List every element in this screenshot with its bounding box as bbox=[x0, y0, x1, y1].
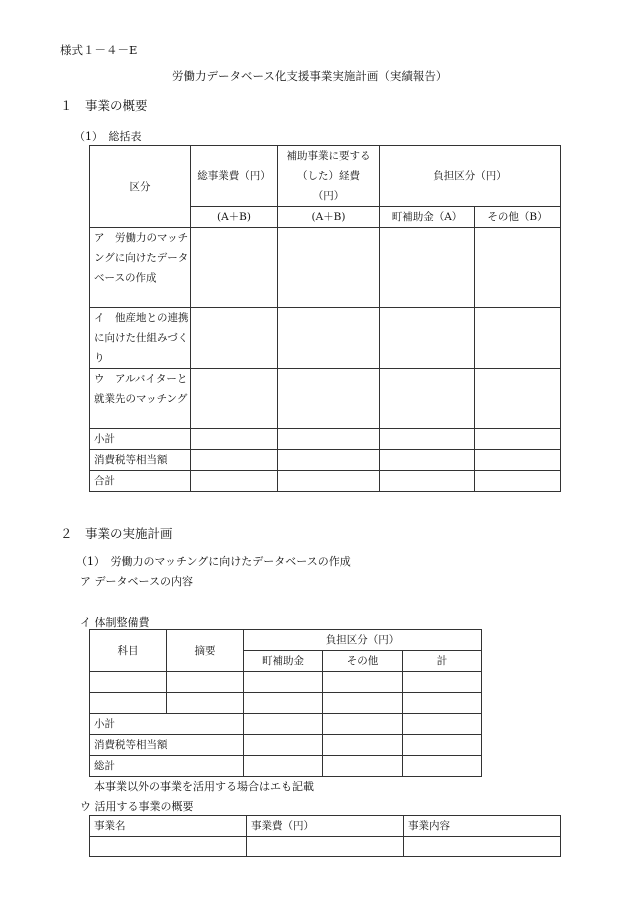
note-text: 本事業以外の事業を活用する場合はエも記載 bbox=[94, 780, 314, 793]
cell-input[interactable] bbox=[278, 471, 380, 492]
cell-input[interactable] bbox=[475, 228, 561, 308]
cell-input[interactable] bbox=[244, 735, 323, 756]
cell-input[interactable] bbox=[278, 429, 380, 450]
cell-input[interactable] bbox=[380, 228, 475, 308]
row-label: 小計 bbox=[90, 429, 191, 450]
cell-input[interactable] bbox=[278, 369, 380, 429]
subheader-total: (A＋B) bbox=[191, 207, 278, 228]
cell-input[interactable] bbox=[90, 693, 167, 714]
header-total: 総事業費（円） bbox=[191, 146, 278, 207]
cell-input[interactable] bbox=[191, 450, 278, 471]
cell-input[interactable] bbox=[278, 308, 380, 369]
cell-input[interactable] bbox=[90, 672, 167, 693]
cell-input[interactable] bbox=[403, 756, 482, 777]
cell-input[interactable] bbox=[244, 756, 323, 777]
section2-heading: ２ 事業の実施計画 bbox=[60, 526, 173, 541]
form-number: 様式１－４－E bbox=[60, 43, 138, 57]
cell-input[interactable] bbox=[475, 471, 561, 492]
cell-input[interactable] bbox=[244, 693, 323, 714]
item-i-label: イ 体制整備費 bbox=[80, 616, 150, 629]
cell-input[interactable] bbox=[191, 429, 278, 450]
row-label: ウ アルバイターと就業先のマッチング bbox=[90, 369, 191, 429]
cell-input[interactable] bbox=[191, 369, 278, 429]
cell-input[interactable] bbox=[191, 471, 278, 492]
cell-input[interactable] bbox=[90, 837, 247, 857]
cell-input[interactable] bbox=[403, 672, 482, 693]
row-label: イ 他産地との連携に向けた仕組みづくり bbox=[90, 308, 191, 369]
cell-input[interactable] bbox=[380, 308, 475, 369]
cell-input[interactable] bbox=[244, 714, 323, 735]
cell-input[interactable] bbox=[380, 429, 475, 450]
section1-heading: １ 事業の概要 bbox=[60, 98, 148, 113]
subheader-town: 町補助金 bbox=[244, 651, 323, 672]
summary-table bbox=[89, 145, 561, 492]
header-futan: 負担区分（円） bbox=[244, 630, 482, 651]
row-label: 合計 bbox=[90, 471, 191, 492]
header-subject: 科目 bbox=[90, 630, 167, 672]
header-kubun: 区分 bbox=[90, 146, 191, 228]
cell-input[interactable] bbox=[191, 308, 278, 369]
cell-input[interactable] bbox=[380, 471, 475, 492]
cell-input[interactable] bbox=[380, 369, 475, 429]
item-a-label: ア データベースの内容 bbox=[80, 575, 193, 588]
cell-input[interactable] bbox=[244, 672, 323, 693]
expense-table bbox=[89, 629, 482, 777]
cell-input[interactable] bbox=[247, 837, 404, 857]
subheader-other: その他 bbox=[323, 651, 403, 672]
cell-input[interactable] bbox=[380, 450, 475, 471]
cell-input[interactable] bbox=[191, 228, 278, 308]
cell-input[interactable] bbox=[475, 308, 561, 369]
cell-input[interactable] bbox=[167, 693, 244, 714]
program-table bbox=[89, 815, 561, 857]
section1-subheading: （1） 総括表 bbox=[74, 130, 142, 143]
row-label: 総計 bbox=[90, 756, 244, 777]
row-label: 小計 bbox=[90, 714, 244, 735]
cell-input[interactable] bbox=[278, 450, 380, 471]
cell-input[interactable] bbox=[323, 756, 403, 777]
subheader-other: その他（B） bbox=[475, 207, 561, 228]
cell-input[interactable] bbox=[323, 693, 403, 714]
header-content: 事業内容 bbox=[404, 816, 561, 837]
cell-input[interactable] bbox=[475, 369, 561, 429]
header-hojo: 補助事業に要する（した）経費（円） bbox=[278, 146, 380, 207]
section2-subheading: （1） 労働力のマッチングに向けたデータベースの作成 bbox=[76, 555, 351, 568]
row-label: 消費税等相当額 bbox=[90, 450, 191, 471]
subheader-hojo: (A＋B) bbox=[278, 207, 380, 228]
cell-input[interactable] bbox=[167, 672, 244, 693]
row-label: ア 労働力のマッチングに向けたデータベースの作成 bbox=[90, 228, 191, 308]
subheader-total: 計 bbox=[403, 651, 482, 672]
cell-input[interactable] bbox=[403, 693, 482, 714]
cell-input[interactable] bbox=[404, 837, 561, 857]
header-summary: 摘要 bbox=[167, 630, 244, 672]
cell-input[interactable] bbox=[403, 735, 482, 756]
subheader-town: 町補助金（A） bbox=[380, 207, 475, 228]
header-name: 事業名 bbox=[90, 816, 247, 837]
cell-input[interactable] bbox=[323, 672, 403, 693]
cell-input[interactable] bbox=[323, 714, 403, 735]
header-futan: 負担区分（円） bbox=[380, 146, 561, 207]
header-cost: 事業費（円） bbox=[247, 816, 404, 837]
item-u-label: ウ 活用する事業の概要 bbox=[80, 800, 194, 813]
row-label: 消費税等相当額 bbox=[90, 735, 244, 756]
cell-input[interactable] bbox=[278, 228, 380, 308]
cell-input[interactable] bbox=[475, 450, 561, 471]
cell-input[interactable] bbox=[323, 735, 403, 756]
cell-input[interactable] bbox=[403, 714, 482, 735]
document-title: 労働力データベース化支援事業実施計画（実績報告） bbox=[172, 69, 448, 83]
cell-input[interactable] bbox=[475, 429, 561, 450]
